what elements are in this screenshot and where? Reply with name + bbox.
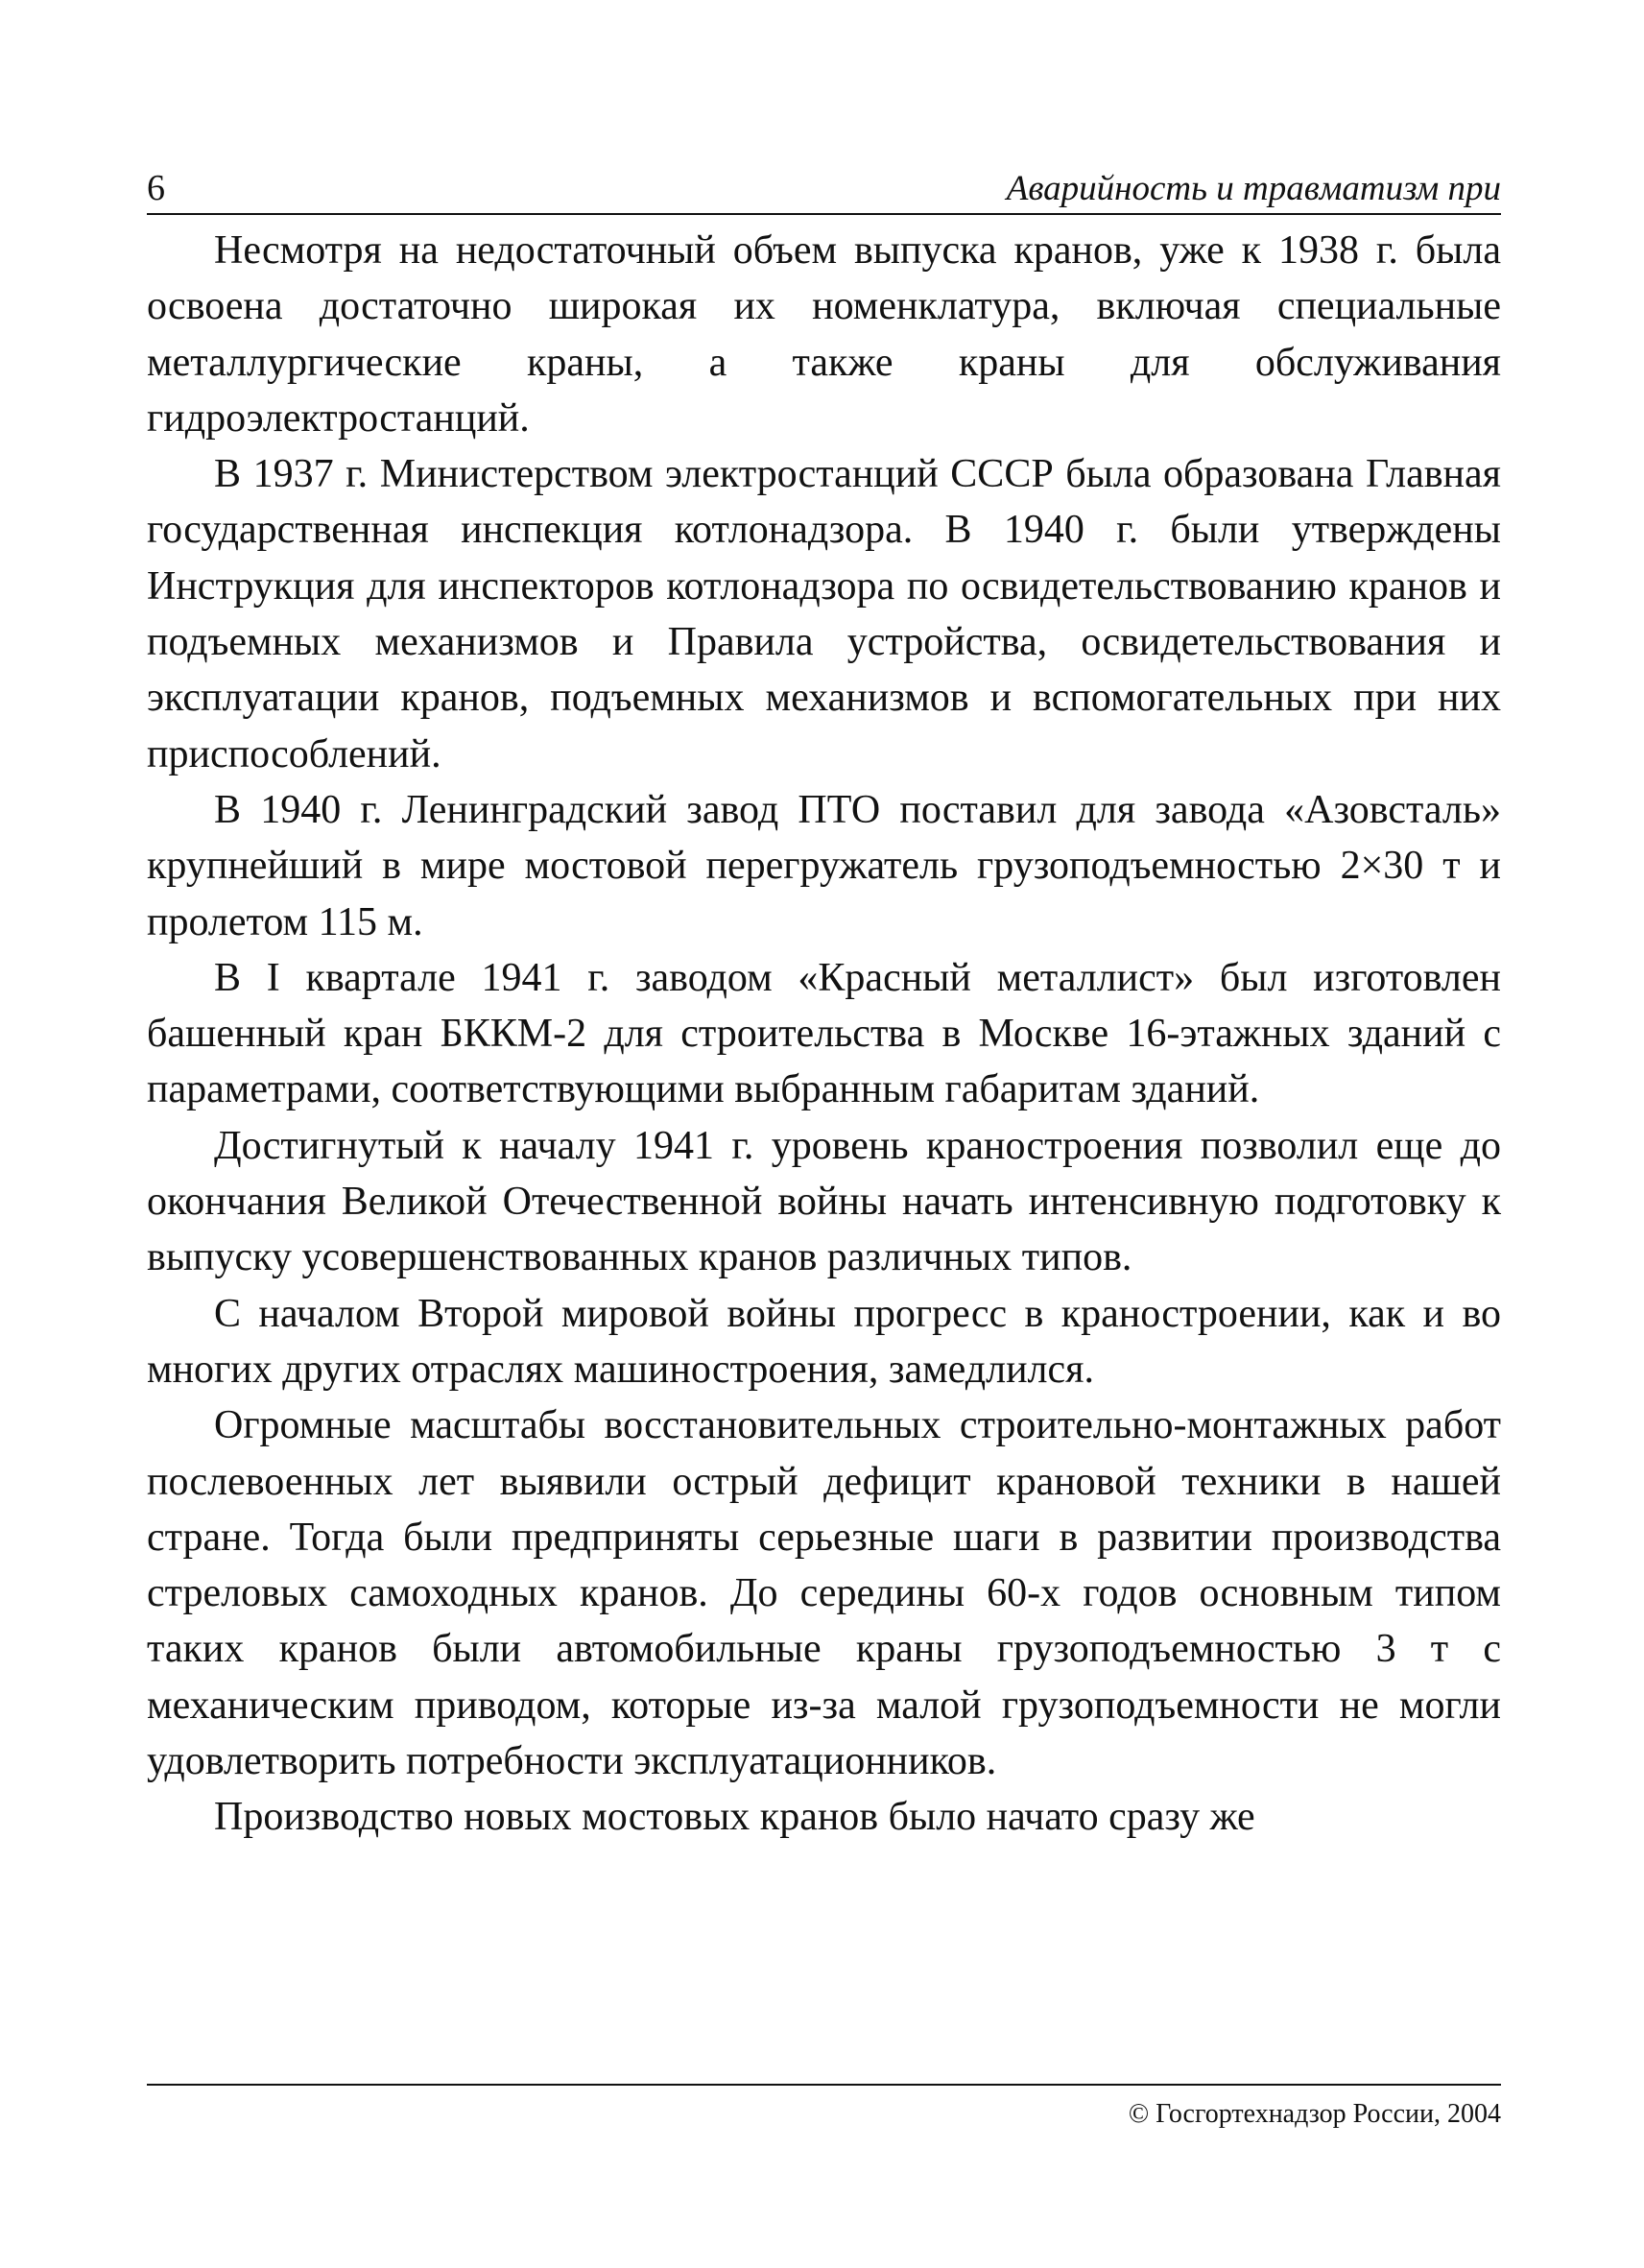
paragraph: В 1937 г. Министерством электростанций СССР была образована Главная государственная инспекция котлонадзора. В 1940 г. были утверждены Инструкция для инспекторов котлонадзора по освидетельствованию кранов и подъемных механизмов и Правила устройства, освидетельствования и эксплуатации кранов, подъемных механизмов и вспомогательных при них приспособлений.	[147, 452, 1501, 776]
body-text	[147, 223, 1501, 1846]
header-rule	[147, 213, 1501, 215]
paragraph: Несмотря на недостаточный объем выпуска кранов, уже к 1938 г. была освоена достаточно широкая их номенклатура, включая специальные металлургические краны, а также краны для обслуживания гидроэлектростанций.	[147, 228, 1501, 441]
footer-rule	[147, 2084, 1501, 2086]
page-header	[147, 158, 1501, 212]
paragraph: Производство новых мостовых кранов было начато сразу же	[214, 1795, 1255, 1840]
paragraph: Достигнутый к началу 1941 г. уровень краностроения позволил еще до окончания Великой Отечественной войны начать интенсивную подготовку к выпуску усовершенствованных кранов различных типов.	[147, 1123, 1501, 1280]
page-number: 6	[147, 168, 165, 208]
copyright-footer: © Госгортехнадзор России, 2004	[1128, 2099, 1501, 2129]
paragraph: В 1940 г. Ленинградский завод ПТО поставил для завода «Азовсталь» крупнейший в мире мостовой перегружатель грузоподъемностью 2×30 т и пролетом 115 м.	[147, 787, 1501, 944]
paragraph: С началом Второй мировой войны прогресс в краностроении, как и во многих других отраслях машиностроения, замедлился.	[147, 1291, 1501, 1392]
paragraph: Огромные масштабы восстановительных строительно-монтажных работ послевоенных лет выявили острый дефицит крановой техники в нашей стране. Тогда были предприняты серьезные шаги в развитии производства стреловых самоходных кранов. До середины 60-х годов основным типом таких кранов были автомобильные краны грузоподъемностью 3 т с механическим приводом, которые из-за малой грузоподъемности не могли удовлетворить потребности эксплуатационников.	[147, 1403, 1501, 1784]
paragraph: В I квартале 1941 г. заводом «Красный металлист» был изготовлен башенный кран БККМ-2 для строительства в Москве 16-этажных зданий с параметрами, соответствующими выбранным габаритам зданий.	[147, 955, 1501, 1112]
running-title: Аварийность и травматизм при	[1006, 169, 1501, 208]
